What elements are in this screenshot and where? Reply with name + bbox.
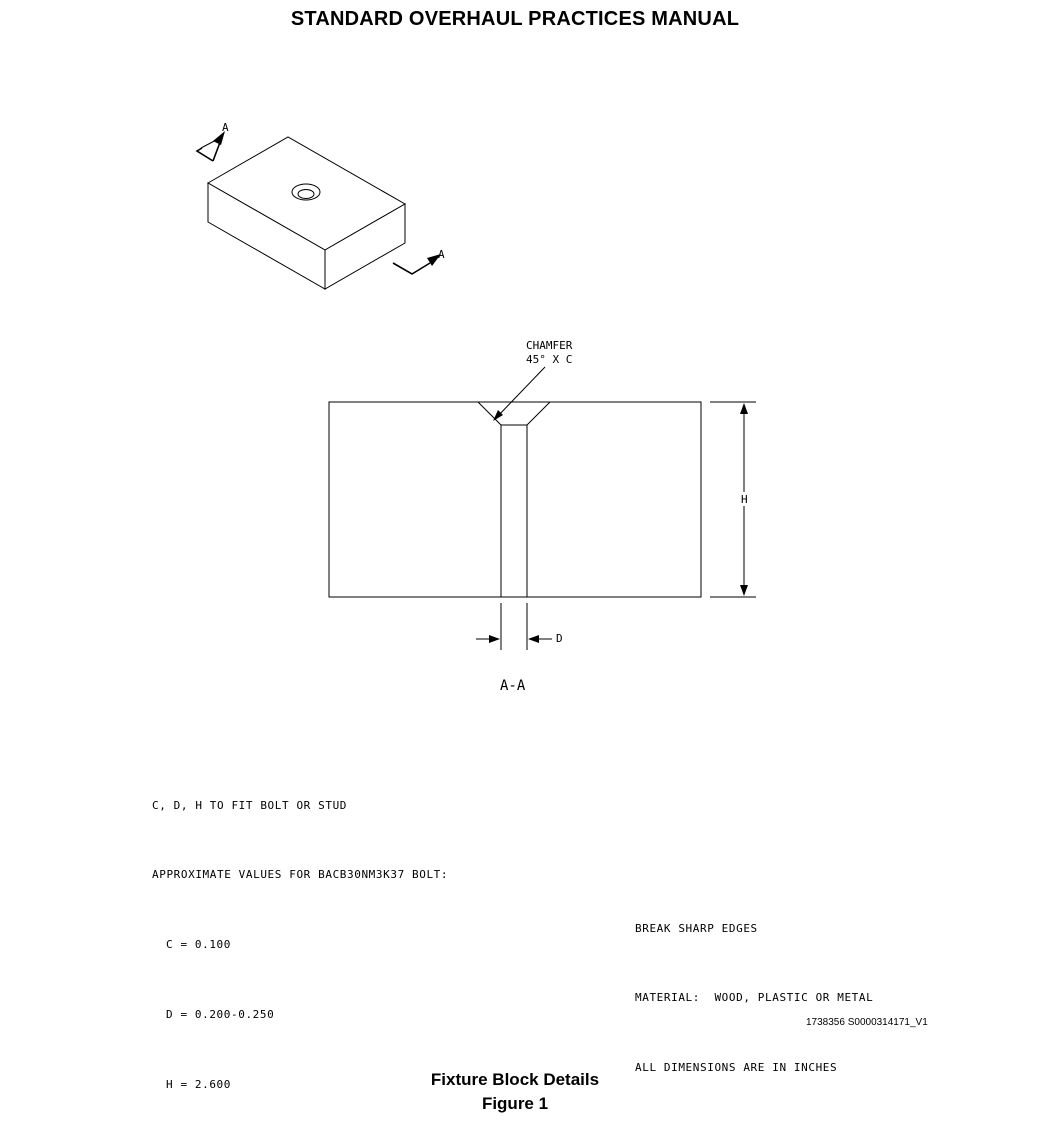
- height-dim-label: H: [741, 493, 748, 506]
- value-h: H = 2.600: [166, 1078, 232, 1092]
- diameter-dim-arrow-right: [528, 635, 539, 643]
- section-arrow-top: [197, 131, 225, 161]
- section-label-bottom: A: [438, 248, 445, 261]
- figure-title: Fixture Block Details: [430, 1070, 600, 1089]
- note-dimensions-units: ALL DIMENSIONS ARE IN INCHES: [635, 1061, 838, 1075]
- note-break-edges: BREAK SHARP EDGES: [635, 921, 758, 935]
- page-title: STANDARD OVERHAUL PRACTICES MANUAL: [290, 8, 740, 30]
- note-material: MATERIAL: WOOD, PLASTIC OR METAL: [635, 991, 874, 1005]
- note-fit-bolt: C, D, H TO FIT BOLT OR STUD: [152, 798, 348, 812]
- figure-number: Figure 1: [481, 1094, 549, 1113]
- isometric-block: [208, 137, 405, 289]
- section-view: [329, 402, 701, 597]
- section-arrow-bottom: [393, 263, 430, 274]
- value-c: C = 0.100: [166, 938, 232, 952]
- notes-right: [635, 870, 873, 1103]
- diameter-dim-arrow-left: [489, 635, 500, 643]
- document-id: 1738356 S0000314171_V1: [806, 1017, 928, 1028]
- diameter-dimension: [476, 603, 552, 650]
- diameter-dim-label: D: [556, 632, 563, 645]
- height-dim-arrow-top: [740, 403, 748, 414]
- height-dim-arrow-bottom: [740, 585, 748, 596]
- section-block-outline: [329, 402, 701, 597]
- chamfer-leader: [496, 367, 545, 418]
- chamfer-angle-label: 45° X C: [526, 353, 573, 366]
- note-approx-values: APPROXIMATE VALUES FOR BACB30NM3K37 BOLT:: [152, 868, 449, 882]
- notes-left: [152, 747, 448, 1120]
- height-dimension: [710, 402, 756, 597]
- value-d: D = 0.200-0.250: [166, 1008, 275, 1022]
- section-view-label: A-A: [500, 678, 526, 694]
- section-label-top: A: [222, 121, 229, 134]
- chamfer-label: CHAMFER: [526, 339, 573, 352]
